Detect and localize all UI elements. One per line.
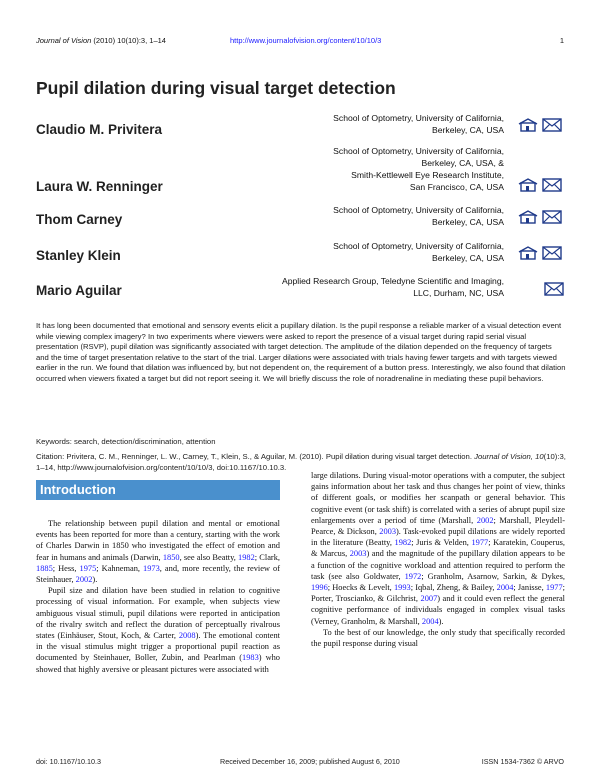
author-links: [518, 246, 564, 260]
footer-received: Received December 16, 2009; published August 6, 2010: [220, 757, 400, 766]
author-affiliation: [333, 145, 504, 193]
author-affiliation: [333, 204, 504, 228]
body-text: , and, more recently, the review of Steinhauer,: [36, 563, 280, 585]
paragraph: [36, 518, 280, 585]
citation-text: Citation: Privitera, C. M., Renninger, L. W., Carney, T., Klein, S., & Aguilar, M. (2010). Pupil dilation during visual target detection.: [36, 452, 475, 461]
citation-link[interactable]: 2002: [75, 575, 93, 585]
body-text: Pupil size and dilation have been studied in relation to cognitive processing of visual information. For example, when subjects view ambiguous visual stimuli, pupil dilations were reported in anticipation of the rivalry switch and reflect the duration of perceptually rivalrous states (Einhäuser, Stout, Koch, & Carter,: [36, 586, 280, 641]
author-name: Mario Aguilar: [36, 283, 122, 298]
citation-link[interactable]: 1850: [162, 552, 180, 562]
body-text: ; Hoecks & Levelt,: [327, 583, 394, 593]
home-icon[interactable]: [518, 118, 538, 132]
citation-link[interactable]: 1982: [394, 538, 412, 548]
home-icon[interactable]: [518, 210, 538, 224]
author-links: [518, 210, 564, 224]
section-heading: Introduction: [40, 482, 116, 497]
article-url-link[interactable]: http://www.journalofvision.org/content/10/10/3: [230, 36, 382, 45]
citation-link[interactable]: 1977: [471, 538, 489, 548]
body-text: ; Granholm, Asarnow, Sarkin, & Dykes,: [421, 571, 565, 581]
page-number: 1: [559, 36, 564, 45]
affiliation-line: School of Optometry, University of California,: [333, 205, 504, 215]
citation-link[interactable]: 1983: [242, 653, 259, 663]
affiliation-line: LLC, Durham, NC, USA: [413, 288, 504, 298]
mail-icon[interactable]: [542, 178, 562, 192]
citation-details: (10):3, 1–14, http://www.journalofvision.org/content/10/10/3, doi:10.1167/10.10.3.: [36, 452, 566, 472]
body-text: ). The emotional content in the visual stimulus might trigger a proportional pupil reaction as documented by Steinhauer, Boller, Zubin, and Pearlman (: [36, 631, 280, 663]
home-icon[interactable]: [518, 178, 538, 192]
body-text: ; Clark,: [254, 552, 280, 562]
citation-link[interactable]: 2004: [496, 583, 514, 593]
citation-link[interactable]: 2002: [476, 515, 494, 525]
citation-link[interactable]: 1973: [143, 563, 160, 573]
citation-link[interactable]: 1885: [36, 563, 53, 573]
citation-link[interactable]: 1975: [79, 563, 97, 573]
body-text: ) and it could even reflect the general cognitive performance of individuals engaged in complex visual tasks (Verney, Granholm, & Marshall,: [311, 594, 565, 626]
body-text: ; Kahneman,: [96, 563, 144, 573]
author-links: [518, 282, 564, 296]
affiliation-line: Berkeley, CA, USA: [432, 253, 504, 263]
body-text: ; Porter, Troscianko, & Gilchrist,: [311, 583, 565, 604]
article-title: Pupil dilation during visual target detection: [36, 78, 396, 98]
body-text: ). Task-evoked pupil dilations are widely reported in the literature (Beatty,: [311, 527, 565, 548]
affiliation-line: School of Optometry, University of California,: [333, 113, 504, 123]
body-text: large dilations. During visual-motor operations with a computer, the subject gains information about her task and thus changes her point of view, thinks of different goals, or modifies her scanpath or general behavior. This cognitive event (or task shift) is correlated with a series of abrupt pupil size enlargements over a period of time (Marshall,: [311, 471, 565, 525]
journal-name: Journal of Vision: [36, 36, 92, 45]
paragraph: [311, 627, 565, 649]
mail-icon[interactable]: [542, 118, 562, 132]
keywords: Keywords: search, detection/discrimination, attention: [36, 437, 216, 446]
citation-link[interactable]: 2004: [421, 616, 439, 626]
citation-link[interactable]: 1982: [238, 552, 255, 562]
body-text: ; Marshall, Pleydell-Pearce, & Dickson,: [311, 515, 565, 537]
author-name: Thom Carney: [36, 212, 123, 227]
body-text: ).: [438, 616, 444, 626]
body-text: ; Karatekin, Couperus, & Marcus,: [311, 538, 565, 559]
footer-issn: ISSN 1534-7362 © ARVO: [481, 757, 564, 766]
body-text: , see also Beatty,: [179, 552, 239, 562]
affiliation-line: School of Optometry, University of California,: [333, 146, 504, 156]
journal-volume: (2010) 10(10):3, 1–14: [93, 36, 166, 45]
body-text: ; Juris & Velden,: [411, 538, 472, 548]
author-links: [518, 118, 564, 132]
citation-link[interactable]: 2003: [379, 527, 396, 537]
affiliation-line: Berkeley, CA, USA, &: [421, 158, 504, 168]
body-text: ; Iqbal, Zheng, & Bailey,: [410, 583, 497, 593]
mail-icon[interactable]: [542, 246, 562, 260]
mail-icon[interactable]: [542, 210, 562, 224]
body-text: ; Hess,: [52, 563, 80, 573]
author-links: [518, 178, 564, 192]
body-text: To the best of our knowledge, the only study that specifically recorded the pupil response during visual: [311, 627, 565, 649]
body-text: ; Janisse,: [513, 583, 546, 593]
paragraph: [36, 585, 280, 675]
affiliation-line: Berkeley, CA, USA: [432, 125, 504, 135]
affiliation-line: San Francisco, CA, USA: [409, 182, 504, 192]
affiliation-line: Smith-Kettlewell Eye Research Institute,: [351, 170, 504, 180]
citation-link[interactable]: 2003: [349, 549, 367, 559]
author-name: Laura W. Renninger: [36, 179, 163, 194]
author-name: Claudio M. Privitera: [36, 122, 163, 137]
affiliation-line: Applied Research Group, Teledyne Scientific and Imaging,: [282, 276, 504, 286]
section-heading-bar: [36, 480, 280, 500]
citation-journal: Journal of Vision,: [474, 452, 533, 461]
footer-doi: doi: 10.1167/10.10.3: [36, 757, 102, 766]
citation-link[interactable]: 1993: [393, 583, 411, 593]
citation-link[interactable]: 1996: [311, 583, 328, 593]
affiliation-line: Berkeley, CA, USA: [432, 217, 504, 227]
body-text: ) who showed that highly aversive or pleasant pictures were associated with: [36, 653, 280, 674]
paragraph: [311, 470, 565, 627]
abstract: It has long been documented that emotional and sensory events elicit a pupillary dilation. Is the pupil response a reliable marker of a visual detection event while viewing complex imagery? In two experiments where viewers were asked to report the presence of a visual target during rapid serial visual presentation (RSVP), pupil dilation was significantly associated with target detection. The amplitude of the dilation depended on the frequency of targets and the time of target presentation relative to the start of the trial. Larger dilations were associated with trials having fewer targets and with targets viewed earlier in the run. We found that dilation was influenced by, but not dependent on, the requirement of a button press. Interestingly, we also found that dilation occurred when viewers fixated a target but did not report seeing it. We will briefly discuss the role of noradrenaline in mediating these pupil behaviors.: [36, 321, 566, 383]
author-affiliation: [282, 275, 504, 299]
author-name: Stanley Klein: [36, 248, 121, 263]
body-column-left: [36, 518, 280, 675]
body-text: ).: [92, 575, 98, 585]
running-header-journal: [36, 36, 166, 45]
body-text: ) and the magnitude of the pupillary dilation appears to be a function of the cognitive workload and attention required to perform the task (see also Goldwater,: [311, 549, 565, 581]
home-icon[interactable]: [518, 246, 538, 260]
affiliation-line: School of Optometry, University of California,: [333, 241, 504, 251]
author-affiliation: [333, 240, 504, 264]
citation-link[interactable]: 2007: [420, 594, 438, 604]
body-column-right: [311, 470, 565, 649]
citation-volume: 10: [535, 452, 544, 461]
mail-icon[interactable]: [544, 282, 564, 296]
author-affiliation: [333, 112, 504, 136]
citation-link[interactable]: 2008: [178, 631, 196, 641]
citation-link[interactable]: 1977: [545, 583, 563, 593]
citation-link[interactable]: 1972: [404, 571, 422, 581]
body-text: The relationship between pupil dilation and mental or emotional events has been reported for more than a century, starting with the work of Charles Darwin in 1850 who investigated the effect of emotion and fear in humans and animals (Darwin,: [36, 519, 280, 562]
